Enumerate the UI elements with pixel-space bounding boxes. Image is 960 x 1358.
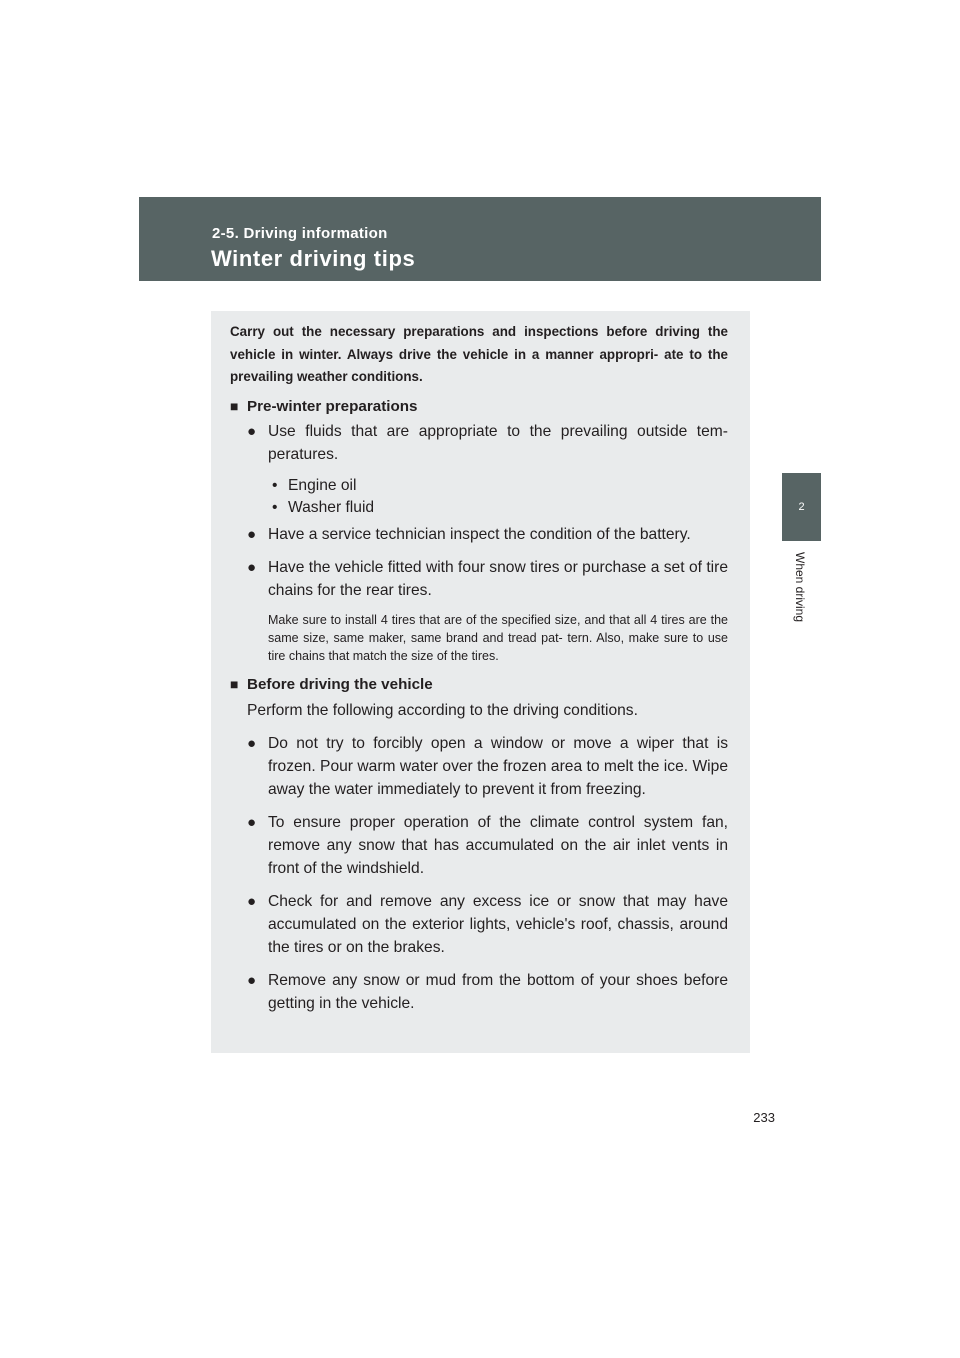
heading-text: Before driving the vehicle (247, 675, 433, 693)
battery-text: Have a service technician inspect the condition of the battery. (268, 525, 691, 543)
shoes-text: Remove any snow or mud from the bottom of your shoes before getting in the vehicle. (268, 971, 728, 1012)
section-label: 2-5. Driving information (212, 225, 388, 242)
before-driving-intro: Perform the following according to the driving conditions. (247, 701, 638, 719)
chapter-tab (782, 473, 821, 541)
round-bullet-icon: ● (247, 892, 257, 910)
round-bullet-icon: ● (247, 813, 257, 831)
content-box (211, 311, 750, 1053)
list-item (247, 969, 728, 1015)
list-item (247, 556, 728, 602)
excess-ice-text: Check for and remove any excess ice or snow that may have accumulated on the exterior lights, vehicle's roof, chassis, around the tires or on the brakes. (268, 892, 728, 956)
climate-fan-text: To ensure proper operation of the climate control system fan, remove any snow that has accumulated on the air inlet vents in front of the windshield. (268, 813, 728, 877)
before-driving-heading (230, 673, 728, 696)
fluid-item-engine-oil: Engine oil (288, 476, 357, 494)
page-title: Winter driving tips (211, 246, 416, 271)
round-bullet-icon: ● (247, 734, 257, 752)
round-bullet-icon: ● (247, 558, 257, 576)
list-item (247, 811, 728, 880)
square-bullet-icon: ■ (230, 397, 239, 414)
square-bullet-icon: ■ (230, 675, 239, 692)
page-number: 233 (753, 1110, 775, 1125)
round-bullet-icon: ● (247, 525, 257, 543)
chapter-label: When driving (793, 552, 807, 623)
list-item (247, 732, 728, 801)
intro-text: Carry out the necessary preparations and inspections before driving the vehicle in winter. Always drive the vehicle in a manner appropri- ate to the prevailing weather conditions. (230, 324, 728, 385)
list-item (247, 523, 728, 546)
chapter-number: 2 (798, 501, 805, 513)
list-item (247, 890, 728, 959)
sub-list-item (268, 497, 728, 519)
frozen-window-text: Do not try to forcibly open a window or move a wiper that is frozen. Pour warm water over the frozen area to melt the ice. Wipe away the water immediately to prevent it from freezing. (268, 734, 728, 798)
small-bullet-icon: • (272, 498, 278, 516)
round-bullet-icon: ● (247, 422, 257, 440)
tire-note: Make sure to install 4 tires that are of the specified size, and that all 4 tires are the same size, same maker, same brand and tread pat- tern. Also, make sure to use tire chains that match the size of the tires. (268, 612, 728, 663)
small-bullet-icon: • (272, 476, 278, 494)
sub-list-item (268, 475, 728, 497)
fluids-text: Use fluids that are appropriate to the prevailing outside tem- peratures. (268, 422, 728, 463)
fluid-item-washer-fluid: Washer fluid (288, 498, 375, 516)
pre-winter-heading (230, 395, 728, 418)
heading-text: Pre-winter preparations (247, 397, 418, 415)
list-item (247, 420, 728, 466)
tires-text: Have the vehicle fitted with four snow tires or purchase a set of tire chains for the rear tires. (268, 558, 728, 599)
round-bullet-icon: ● (247, 971, 257, 989)
page-header (139, 197, 821, 281)
